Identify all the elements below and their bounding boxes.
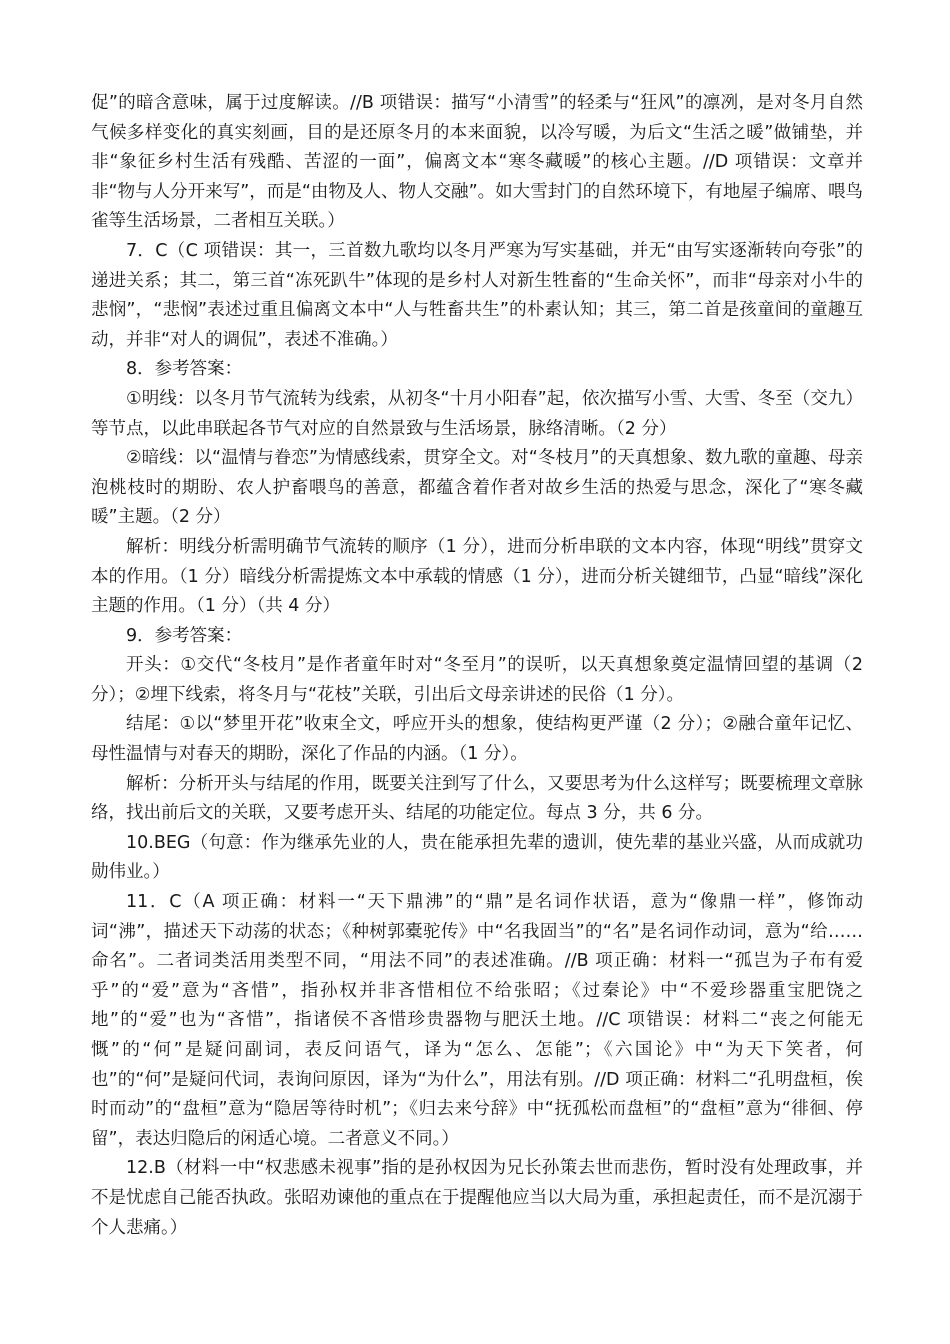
paragraph-q9-ending: 结尾：①以“梦里开花”收束全文，呼应开头的想象，使结构更严谨（2 分）；②融合童年记忆、母性温情与对春天的期盼，深化了作品的内涵。（1 分）。 — [91, 714, 863, 765]
paragraph-q12-answer: 12.B（材料一中“权悲感未视事”指的是孙权因为兄长孙策去世而悲伤，暂时没有处理政事，并不是忧虑自己能否执政。张昭劝谏他的重点在于提醒他应当以大局为重，承担起责任，而不是沉溺于个人悲痛。） — [91, 1158, 863, 1238]
paragraph-q11-answer: 11．C（A 项正确：材料一“天下鼎沸”的“鼎”是名词作状语，意为“像鼎一样”，修饰动词“沸”，描述天下动荡的状态；《种树郭橐驼传》中“名我固当”的“名”是名词作动词，意为“给……命名”。二者词类活用类型不同，“用法不同”的表述准确。//B 项正确：材料一“孤岂为子布有爱乎”的“爱”意为“吝惜”，指孙权并非吝惜相位不给张昭；《过秦论》中“不爱珍器重宝肥饶之地”的“爱”也为“吝惜”，指诸侯不吝惜珍贵器物与肥沃土地。//C 项错误：材料二“丧之何能无慨”的“何”是疑问副词，表反问语气，译为“怎么、怎能”；《六国论》中“为天下笑者，何也”的“何”是疑问代词，表询问原因，译为“为什么”，用法有别。//D 项正确：材料二“孔明盘桓，俟时而动”的“盘桓”意为“隐居等待时机”；《归去来兮辞》中“抚孤松而盘桓”的“盘桓”意为“徘徊、停留”，表达归隐后的闲适心境。二者意义不同。） — [91, 892, 863, 1149]
paragraph-q10-answer: 10.BEG（句意：作为继承先业的人，贵在能承担先辈的遗训，使先辈的基业兴盛，从而成就功勋伟业。） — [91, 832, 863, 883]
paragraph-q7-answer: 7．C（C 项错误：其一，三首数九歌均以冬月严寒为写实基础，并无“由写实逐渐转向夸张”的递进关系；其二，第三首“冻死趴牛”体现的是乡村人对新生牲畜的“生命关怀”，而非“母亲对小牛的悲悯”，“悲悯”表述过重且偏离文本中“人与牲畜共生”的朴素认知；其三，第二首是孩童间的童趣互动，并非“对人的调侃”，表述不准确。） — [91, 240, 863, 350]
paragraph-q6-continuation: 促”的暗含意味，属于过度解读。//B 项错误：描写“小清雪”的轻柔与“狂风”的凛冽，是对冬月自然气候多样变化的真实刻画，目的是还原冬月的本来面貌，以冷写暖，为后文“生活之暖”做铺垫，并非“象征乡村生活有残酷、苦涩的一面”，偏离文本“寒冬藏暖”的核心主题。//D 项错误：文章并非“物与人分开来写”，而是“由物及人、物人交融”。如大雪封门的自然环境下，有地屋子编席、喂鸟雀等生活场景，二者相互关联。） — [91, 93, 863, 232]
paragraph-q9-heading: 9．参考答案： — [126, 625, 243, 646]
paragraph-q8-explicit-line: ①明线：以冬月节气流转为线索，从初冬“十月小阳春”起，依次描写小雪、大雪、冬至（交九）等节点，以此串联起各节气对应的自然景致与生活场景，脉络清晰。（2 分） — [91, 388, 863, 439]
answer-key-page — [91, 89, 863, 1243]
paragraph-q9-opening: 开头：①交代“冬枝月”是作者童年时对“冬至月”的误听，以天真想象奠定温情回望的基调（2 分）；②埋下线索，将冬月与“花枝”关联，引出后文母亲讲述的民俗（1 分）。 — [91, 655, 863, 705]
paragraph-q8-implicit-line: ②暗线：以“温情与眷恋”为情感线索，贯穿全文。对“冬枝月”的天真想象、数九歌的童趣、母亲泡桃枝时的期盼、农人护畜喂鸟的善意，都蕴含着作者对故乡生活的热爱与思念，深化了“寒冬藏暖”主题。（2 分） — [91, 448, 863, 528]
paragraph-q9-analysis: 解析：分析开头与结尾的作用，既要关注到写了什么，又要思考为什么这样写；既要梳理文章脉络，找出前后文的关联，又要考虑开头、结尾的功能定位。每点 3 分，共 6 分。 — [91, 773, 863, 824]
paragraph-q8-analysis: 解析：明线分析需明确节气流转的顺序（1 分），进而分析串联的文本内容，体现“明线”贯穿文本的作用。（1 分）暗线分析需提炼文本中承载的情感（1 分），进而分析关键细节，凸显“暗线”深化主题的作用。（1 分）（共 4 分） — [91, 536, 863, 617]
paragraph-q8-heading: 8．参考答案： — [126, 359, 243, 380]
